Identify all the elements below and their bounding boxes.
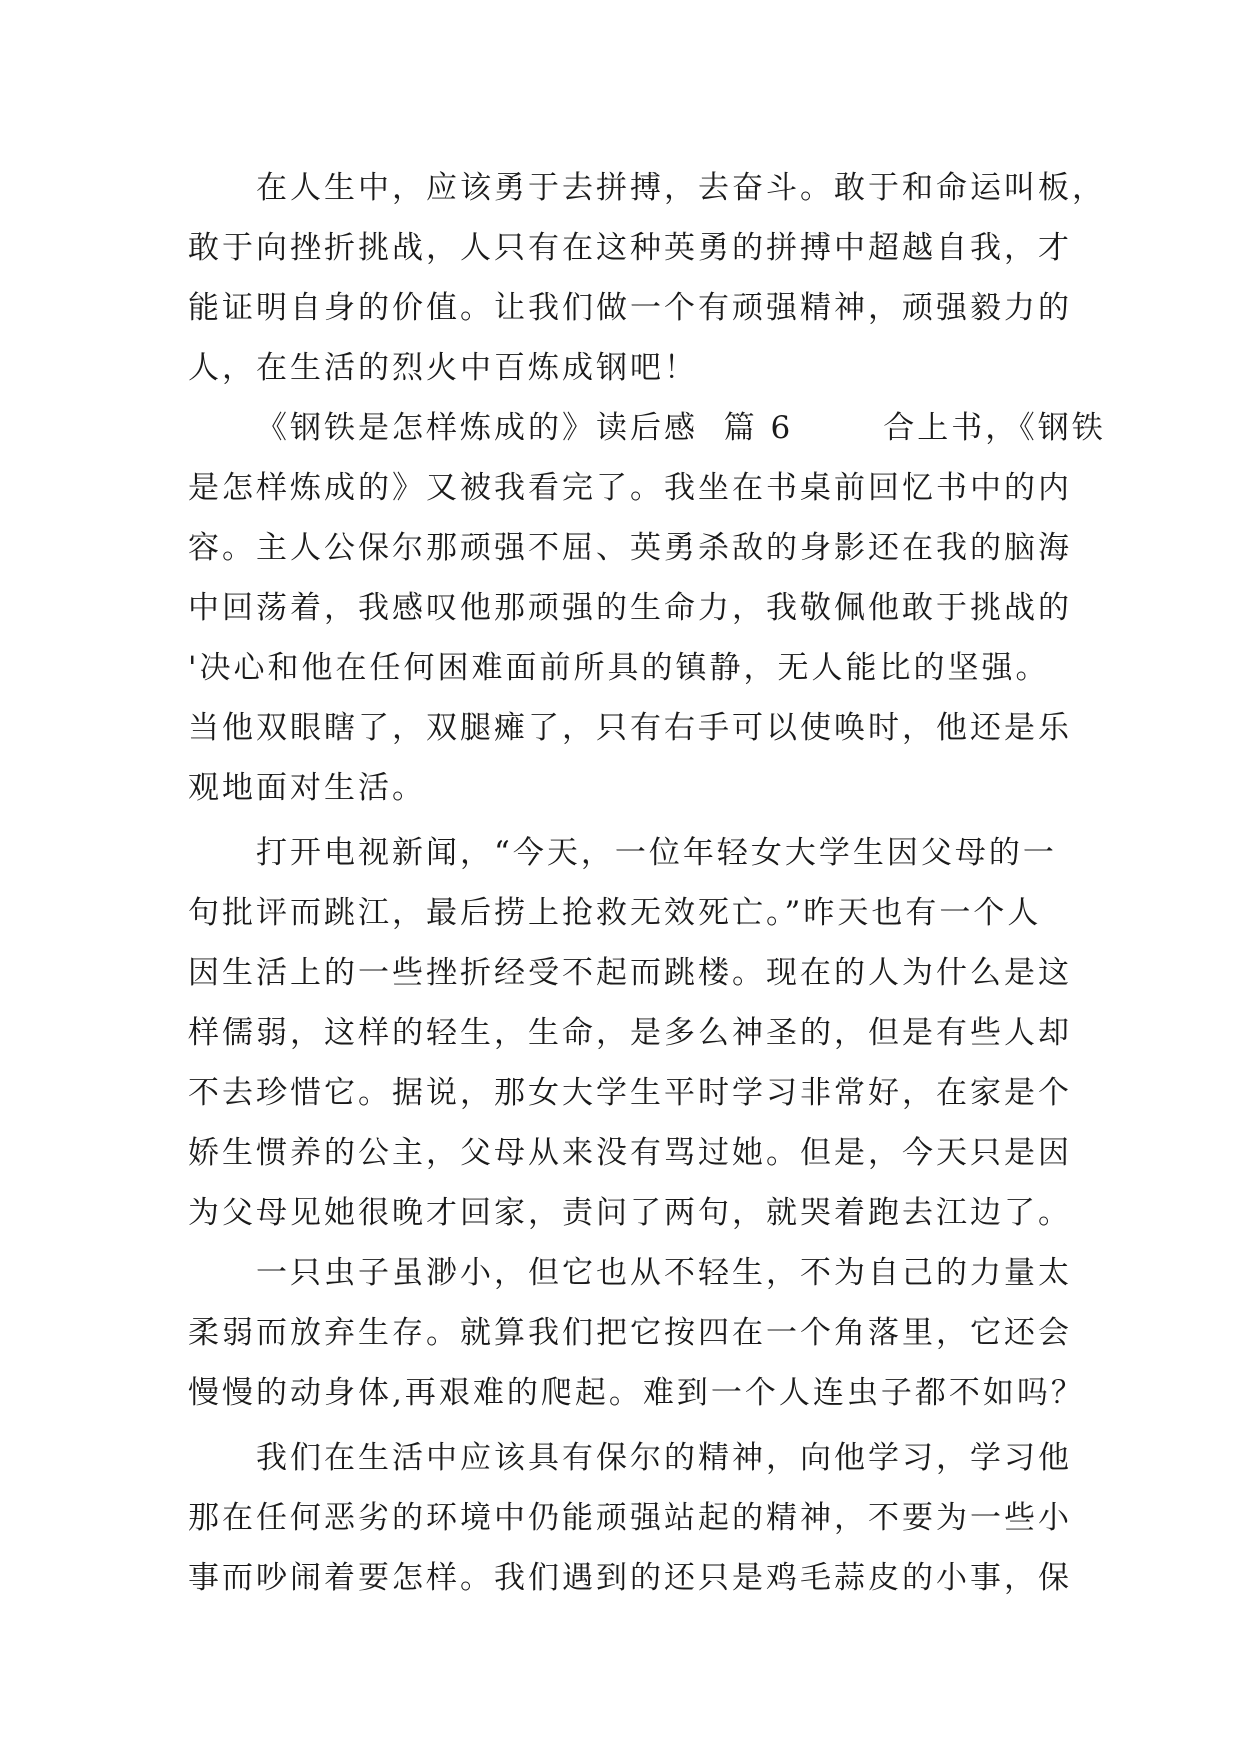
- section-heading-line: 《钢铁是怎样炼成的》读后感 篇 6 合上书，《钢铁: [256, 410, 1106, 446]
- paragraph-line: 中回荡着，我感叹他那顽强的生命力，我敬佩他敢于挑战的: [188, 590, 1072, 626]
- paragraph-line: 慢慢的动身体,再艰难的爬起。难到一个人连虫子都不如吗？: [188, 1375, 1085, 1411]
- paragraph-line: 不去珍惜它。据说，那女大学生平时学习非常好，在家是个: [188, 1075, 1072, 1111]
- paragraph-line: 样儒弱，这样的轻生，生命，是多么神圣的，但是有些人却: [188, 1015, 1072, 1051]
- paragraph-line: 为父母见她很晚才回家，责问了两句，就哭着跑去江边了。: [188, 1195, 1072, 1231]
- paragraph-line: 是怎样炼成的》又被我看完了。我坐在书桌前回忆书中的内: [188, 470, 1072, 506]
- paragraph-line: 当他双眼瞎了，双腿瘫了，只有右手可以使唤时，他还是乐: [188, 710, 1072, 746]
- paragraph-line: 因生活上的一些挫折经受不起而跳楼。现在的人为什么是这: [188, 955, 1072, 991]
- paragraph-line: 容。主人公保尔那顽强不屈、英勇杀敌的身影还在我的脑海: [188, 530, 1072, 566]
- paragraph-line: 观地面对生活。: [188, 770, 426, 806]
- paragraph-line: 打开电视新闻，“今天，一位年轻女大学生因父母的一: [256, 835, 1057, 871]
- paragraph-line: '决心和他在任何困难面前所具的镇静，无人能比的坚强。: [188, 650, 1050, 686]
- paragraph-line: 句批评而跳江，最后捞上抢救无效死亡。”昨天也有一个人: [188, 895, 1042, 931]
- paragraph-line: 娇生惯养的公主，父母从来没有骂过她。但是，今天只是因: [188, 1135, 1072, 1171]
- document-body: [188, 158, 1106, 1608]
- paragraph-line: 敢于向挫折挑战，人只有在这种英勇的拼搏中超越自我，才: [188, 230, 1072, 266]
- paragraph-line: 那在任何恶劣的环境中仍能顽强站起的精神，不要为一些小: [188, 1500, 1072, 1536]
- paragraph-line: 在人生中，应该勇于去拼搏，去奋斗。敢于和命运叫板，: [256, 170, 1106, 206]
- paragraph-line: 事而吵闹着要怎样。我们遇到的还只是鸡毛蒜皮的小事，保: [188, 1560, 1072, 1596]
- paragraph-line: 人，在生活的烈火中百炼成钢吧！: [188, 350, 698, 386]
- paragraph-line: 我们在生活中应该具有保尔的精神，向他学习，学习他: [256, 1440, 1072, 1476]
- paragraph-line: 一只虫子虽渺小，但它也从不轻生，不为自己的力量太: [256, 1255, 1072, 1291]
- paragraph-line: 能证明自身的价值。让我们做一个有顽强精神，顽强毅力的: [188, 290, 1072, 326]
- paragraph-line: 柔弱而放弃生存。就算我们把它按四在一个角落里，它还会: [188, 1315, 1072, 1351]
